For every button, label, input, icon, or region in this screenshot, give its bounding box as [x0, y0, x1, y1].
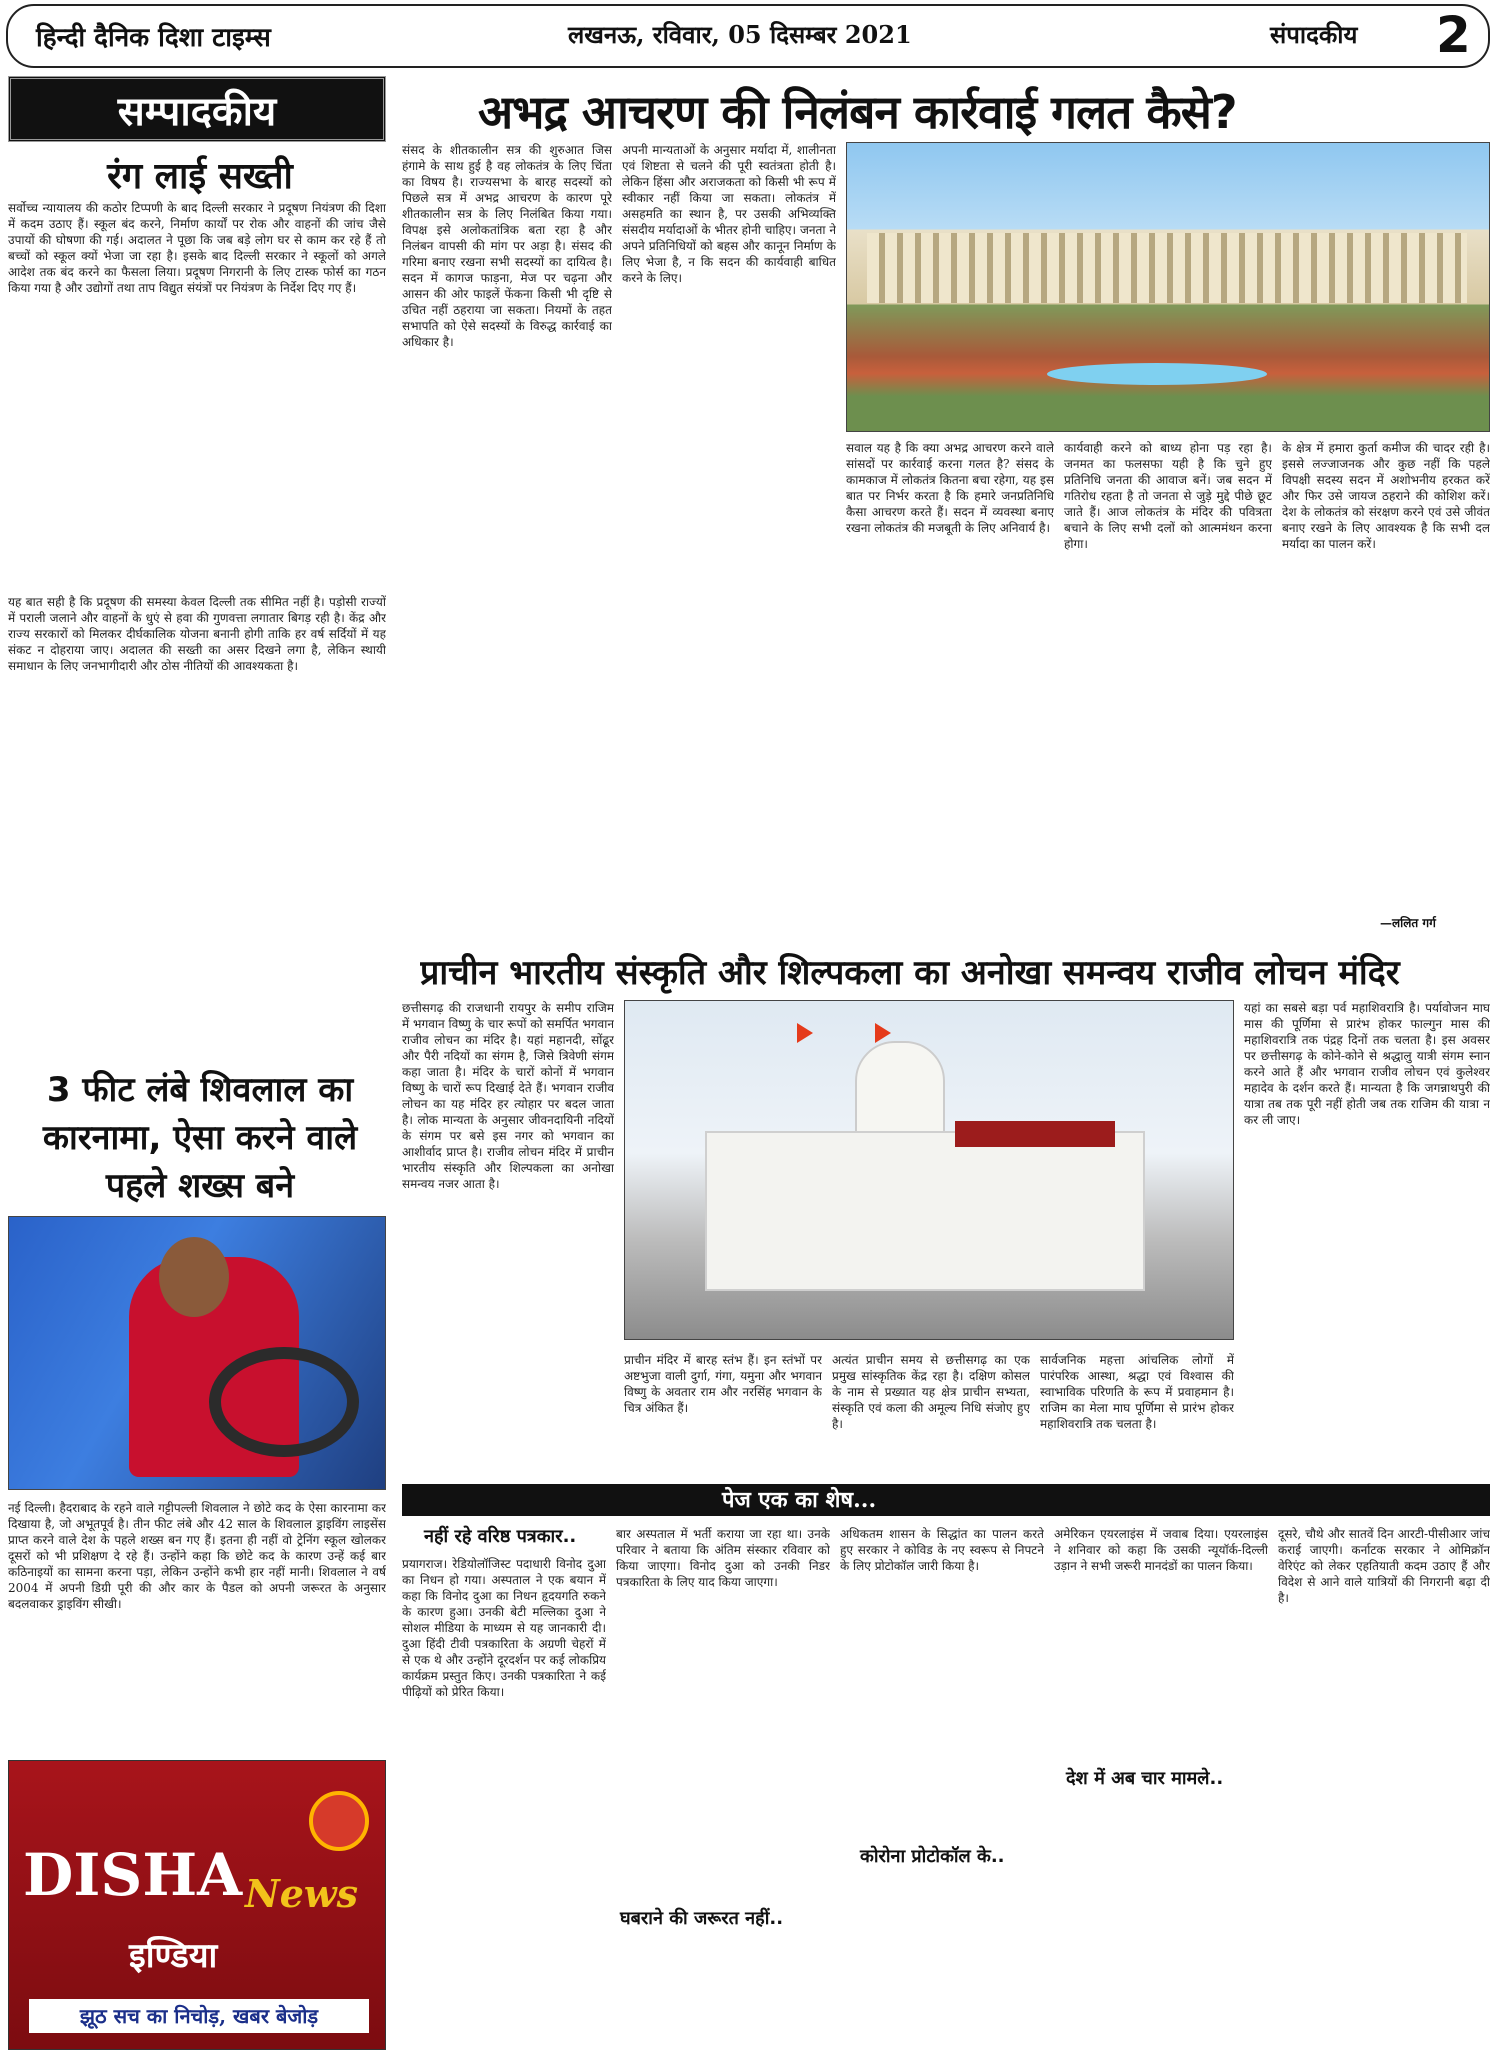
ad-tagline: झूठ सच का निचोड़, खबर बेजोड़	[29, 1999, 369, 2033]
temple-photo	[624, 1000, 1234, 1340]
masthead	[6, 4, 1490, 68]
continuation-col-5: दूसरे, चौथे और सातवें दिन आरटी-पीसीआर जांच कराई जाएगी। कर्नाटक सरकार ने ओमिक्रॉन वेरिएंट को लेकर एहतियाती कदम उठाए हैं और विदेश से आने वाले यात्रियों की निगरानी बढ़ा दी है।	[1278, 1527, 1490, 1605]
continuation-col-2: बार अस्पताल में भर्ती कराया जा रहा था। उनके परिवार ने बताया कि अंतिम संस्कार रविवार को किया जाएगा। विनोद दुआ को उनकी निडर पत्रकारिता के लिए याद किया जाएगा।	[616, 1527, 830, 1589]
temple-signboard	[955, 1121, 1115, 1147]
ad-brand-1: DISHA	[23, 1841, 243, 1909]
ad-brand-3: इण्डिया	[129, 1936, 218, 1976]
disha-news-ad[interactable]	[8, 1760, 386, 2050]
shivlal-body: नई दिल्ली। हैदराबाद के रहने वाले गट्टीपल्ली शिवलाल ने छोटे कद के ऐसा कारनामा कर दिखाया है, जो अभूतपूर्व है। तीन फीट लंबे और 42 साल के शिवलाल ड्राइविंग लाइसेंस प्राप्त करने वाले देश के पहले शख्स बन गए हैं। इतना ही नहीं वो ट्रेनिंग स्कूल खोलकर दूसरों को भी प्रशिक्षण दे रहे हैं। उन्होंने कहा कि छोटे कद के कारण उन्हें कई बार कठिनाइयों का सामना करना पड़ा, लेकिन उन्होंने कभी हार नहीं मानी। शिवलाल ने वर्ष 2004 में अपनी डिग्री पूरी की और कार के पैडल को अपनी जरूरत के अनुसार बदलवाकर ड्राइविंग सीखी।	[8, 1501, 386, 1611]
temple-col-3: अत्यंत प्राचीन समय से छत्तीसगढ़ का एक प्रमुख सांस्कृतिक केंद्र रहा है। दक्षिण कोसल के नाम से प्रख्यात यह क्षेत्र प्राचीन सभ्यता, संस्कृति एवं कला की अमूल्य निधि संजोए हुए है।	[832, 1353, 1030, 1431]
continuation-col-1: प्रयागराज। रेडियोलॉजिस्ट पदाधारी विनोद दुआ का निधन हो गया। अस्पताल ने एक बयान में कहा कि विनोद दुआ का निधन हृदयगति रुकने के कारण हुआ। उनकी बेटी मल्लिका दुआ ने सोशल मीडिया के माध्यम से यह जानकारी दी। दुआ हिंदी टीवी पत्रकारिता के अग्रणी चेहरों में से एक थे और उन्होंने दूरदर्शन पर कई लोकप्रिय कार्यक्रम प्रस्तुत किए। उनकी पत्रकारिता ने कई पीढ़ियों को प्रेरित किया।	[402, 1557, 606, 1699]
temple-col-5: यहां का सबसे बड़ा पर्व महाशिवरात्रि है। पर्यावोजन माघ मास की पूर्णिमा से प्रारंभ होकर फाल्गुन मास की महाशिवरात्रि तक पंद्रह दिनों तक चलता है। इस अवसर पर छत्तीसगढ़ के कोने-कोने से श्रद्धालु यात्री संगम स्नान करने आते हैं और भगवान राजीव लोचन एवं कुलेश्वर महादेव के दर्शन करते हैं। मान्यता है कि जगन्नाथपुरी की यात्रा तब तक पूरी नहीं होती जब तक राजिम की यात्रा न कर ली जाए।	[1244, 1001, 1490, 1127]
temple-col-1: छत्तीसगढ़ की राजधानी रायपुर के समीप राजिम में भगवान विष्णु के चार रूपों को समर्पित भगवान राजीव लोचन का मंदिर है। यहां महानदी, सोंढूर और पैरी नदियों का संगम है, जिसे त्रिवेणी संगम कहा जाता है। मंदिर के चारों कोनों में भगवान विष्णु के चारों रूप दिखाई देते हैं। भगवान राजीव लोचन का यह मंदिर हर त्योहार पर बदल जाता है। लोक मान्यता के अनुसार जीवनदायिनी नदियों के संगम पर बसे इस नगर को भगवान का आशीर्वाद प्राप्त है। राजीव लोचन मंदिर में प्राचीन भारतीय संस्कृति और शिल्पकला का अनोखा समन्वय नजर आता है।	[402, 1001, 614, 1191]
microphone-icon	[309, 1791, 369, 1851]
parliament-photo	[846, 142, 1490, 432]
temple-col-4: सार्वजनिक महत्ता आंचलिक लोगों में पारंपरिक आस्था, श्रद्धा एवं विश्वास की स्वाभाविक परिणति के रूप में प्रवाहमान है। राजिम का मेला माघ पूर्णिमा से प्रारंभ होकर महाशिवरात्रि तक चलता है।	[1040, 1353, 1234, 1431]
temple-headline: प्राचीन भारतीय संस्कृति और शिल्पकला का अनोखा समन्वय राजीव लोचन मंदिर	[420, 953, 1400, 993]
main-article-col-2: अपनी मान्यताओं के अनुसार मर्यादा में, शालीनता एवं शिष्टता से चलने की पूरी स्वतंत्रता होती है। लेकिन हिंसा और अराजकता को किसी भी रूप में स्वीकार नहीं किया जा सकता। लोकतंत्र में असहमति का स्थान है, पर उसकी अभिव्यक्ति संसदीय मर्यादाओं के भीतर होनी चाहिए। जनता ने अपने प्रतिनिधियों को बहस और कानून निर्माण के लिए भेजा है, न कि सदन की कार्यवाही बाधित करने के लिए।	[622, 143, 836, 285]
shivlal-headline: 3 फीट लंबे शिवलाल का कारनामा, ऐसा करने वाले पहले शख्स बने	[42, 1070, 358, 1206]
person-face	[159, 1237, 229, 1317]
flag-icon	[797, 1023, 813, 1043]
editorial-body-1: सर्वोच्च न्यायालय की कठोर टिप्पणी के बाद दिल्ली सरकार ने प्रदूषण नियंत्रण की दिशा में कदम उठाए हैं। स्कूल बंद करने, निर्माण कार्यों पर रोक और वाहनों की जांच जैसे उपायों की घोषणा की गई। अदालत ने पूछा कि जब बड़े लोग घर से काम कर रहे हैं तो बच्चों को स्कूल क्यों भेजा जा रहा है। इसके बाद दिल्ली सरकार ने स्कूलों को अगले आदेश तक बंद करने का फैसला लिया। प्रदूषण निगरानी के लिए टास्क फोर्स का गठन किया गया है और उद्योगों तथा ताप विद्युत संयंत्रों पर नियंत्रण के निर्देश दिए गए हैं।	[8, 201, 386, 295]
continuation-subhead-3: कोरोना प्रोटोकॉल के..	[860, 1846, 1005, 1867]
flag-icon	[875, 1023, 891, 1043]
shivlal-photo	[8, 1216, 386, 1490]
editorial-body-2: यह बात सही है कि प्रदूषण की समस्या केवल दिल्ली तक सीमित नहीं है। पड़ोसी राज्यों में पराली जलाने और वाहनों के धुएं से हवा की गुणवत्ता लगातार बिगड़ रही है। केंद्र और राज्य सरकारों को मिलकर दीर्घकालिक योजना बनानी होगी ताकि हर वर्ष सर्दियों में यह संकट न दोहराया जाए। अदालत की सख्ती का असर दिखने लगा है, लेकिन स्थायी समाधान के लिए जनभागीदारी और ठोस नीतियों की आवश्यकता है।	[8, 595, 386, 673]
main-headline: अभद्र आचरण की निलंबन कार्रवाई गलत कैसे?	[478, 85, 1237, 139]
temple-body	[705, 1131, 1145, 1291]
section-label: संपादकीय	[1270, 20, 1358, 49]
continuation-subhead-4: देश में अब चार मामले..	[1066, 1768, 1224, 1789]
steering-wheel	[209, 1347, 359, 1457]
main-article-col-5: के क्षेत्र में हमारा कुर्ता कमीज की चादर रही है। इससे लज्जाजनक और कुछ नहीं कि पहले विपक्षी सदस्य सदन में अशोभनीय हरकत करें और फिर उसे जायज ठहराने की कोशिश करें। देश के लोकतंत्र को संरक्षण करने एवं उसे जीवंत बनाए रखने के लिए आवश्यक है कि सभी दल मर्यादा का पालन करें।	[1282, 441, 1490, 551]
editorial-title: रंग लाई सख्ती	[107, 156, 293, 197]
main-article-col-1: संसद के शीतकालीन सत्र की शुरुआत जिस हंगामे के साथ हुई है वह लोकतंत्र के लिए चिंता का विषय है। राज्यसभा के बारह सदस्यों को पिछले सत्र में अभद्र आचरण के कारण पूरे शीतकालीन सत्र के लिए निलंबित किया गया। विपक्ष इसे अलोकतांत्रिक बता रहा है और निलंबन वापसी की मांग पर अड़ा है। संसद की गरिमा बनाए रखना सभी सदस्यों का दायित्व है। सदन में कागज फाड़ना, मेज पर चढ़ना और आसन की ओर फाइलें फेंकना किसी भी दृष्टि से उचित नहीं ठहराया जा सकता। नियमों के तहत सभापति को ऐसे सदस्यों के विरुद्ध कार्रवाई का अधिकार है।	[402, 143, 612, 349]
parliament-colonnade	[867, 233, 1467, 303]
author-byline: —ललित गर्ग	[1380, 916, 1436, 930]
continuation-banner: पेज एक का शेष...	[402, 1484, 1490, 1516]
temple-col-2: प्राचीन मंदिर में बारह स्तंभ हैं। इन स्तंभों पर अष्टभुजा वाली दुर्गा, गंगा, यमुना और भगवान विष्णु के अवतार राम और नरसिंह भगवान के चित्र अंकित हैं।	[624, 1353, 822, 1415]
page-number: 2	[1436, 6, 1471, 64]
ad-brand-2: News	[245, 1871, 359, 1916]
editorial-label: सम्पादकीय	[8, 76, 386, 142]
main-article-col-3: सवाल यह है कि क्या अभद्र आचरण करने वाले सांसदों पर कार्रवाई करना गलत है? संसद के कामकाज में लोकतंत्र कितना बचा रहेगा, यह इस बात पर निर्भर करता है कि हमारे जनप्रतिनिधि कैसा आचरण करते हैं। सदन में व्यवस्था बनाए रखना लोकतंत्र की मजबूती के लिए अनिवार्य है।	[846, 441, 1054, 535]
main-article-col-4: कार्यवाही करने को बाध्य होना पड़ रहा है। जनमत का फलसफा यही है कि चुने हुए प्रतिनिधि जनता की आवाज बनें। जब सदन में गतिरोध रहता है तो जनता से जुड़े मुद्दे पीछे छूट जाते हैं। आज लोकतंत्र के मंदिर की पवित्रता बचाने के लिए सभी दलों को आत्ममंथन करना होगा।	[1064, 441, 1272, 551]
continuation-subhead-2: घबराने की जरूरत नहीं..	[620, 1908, 784, 1929]
parliament-pool	[1047, 363, 1267, 385]
dateline: लखनऊ, रविवार, 05 दिसम्बर 2021	[568, 20, 912, 49]
continuation-subhead-1: नहीं रहे वरिष्ठ पत्रकार..	[424, 1526, 577, 1547]
paper-name: हिन्दी दैनिक दिशा टाइम्स	[36, 23, 271, 53]
continuation-col-3: अधिकतम शासन के सिद्धांत का पालन करते हुए सरकार ने कोविड के नए स्वरूप से निपटने के लिए प्रोटोकॉल जारी किया है।	[840, 1527, 1044, 1573]
continuation-col-4: अमेरिकन एयरलाइंस में जवाब दिया। एयरलाइंस ने शनिवार को कहा कि उसकी न्यूयॉर्क-दिल्ली उड़ान ने सभी जरूरी मानदंडों का पालन किया।	[1054, 1527, 1268, 1573]
